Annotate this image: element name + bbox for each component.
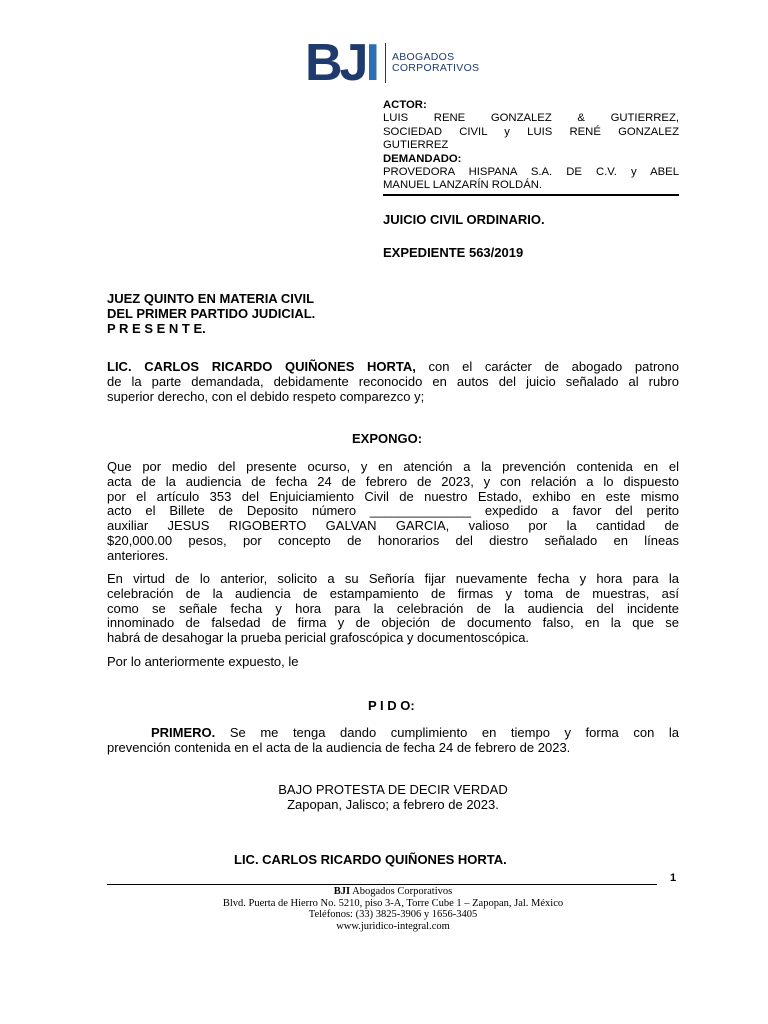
addressee-line: DEL PRIMER PARTIDO JUDICIAL. [107,306,316,321]
logo-text [392,52,479,74]
paragraph-line: auxiliar JESUS RIGOBERTO GALVAN GARCIA, valioso por la cantidad de [107,518,679,534]
paragraph-line: habrá de desahogar la prueba pericial grafoscópica y documentoscópica. [107,630,530,646]
addressee-line: P R E S E N T E. [107,321,206,336]
footer-rule [107,884,657,885]
pido-heading: P I D O: [368,698,415,713]
demandado-line: MANUEL LANZARÍN ROLDÁN. [383,179,543,192]
parties-block [383,99,679,193]
intro-line [107,360,679,375]
protesta-text: BAJO PROTESTA DE DECIR VERDAD [278,782,508,797]
actor-line: SOCIEDAD CIVIL y LUIS RENÉ GONZALEZ [383,125,679,138]
firm-logo [305,34,480,92]
paragraph-line: por el artículo 353 del Enjuiciamiento Civil de nuestro Estado, exhibo en este mismo [107,488,679,504]
paragraph-line: acto el Billete de Deposito número ______________ expedido a favor del perito [107,503,679,519]
paragraph-request [107,572,679,646]
logo-divider [385,43,386,83]
closing-block [107,782,679,812]
addressee-line: JUEZ QUINTO EN MATERIA CIVIL [107,291,315,306]
pido-label: PRIMERO. [151,725,216,740]
footer-firm-bold: BJI [333,886,351,897]
logo-mark [305,34,377,92]
pido-line: prevención contenida en el acta de la audiencia de fecha 24 de febrero de 2023. [107,739,571,755]
addressee [107,291,315,336]
logo-mark-bj: BJ [305,34,366,92]
footer-website[interactable]: www.juridico-integral.com [336,920,450,932]
signature-name: LIC. CARLOS RICARDO QUIÑONES HORTA. [234,852,507,867]
paragraph-line: celebración de la audiencia de estampamiento de firmas y toma de muestras, así [107,585,679,601]
expongo-heading: EXPONGO: [352,431,423,446]
footer-firm-name: Abogados Corporativos [350,886,453,897]
pido-text: Se me tenga dando cumplimiento en tiempo y forma con la [215,725,679,740]
paragraph-deposit [107,460,679,564]
paragraph-line: como se señale fecha y hora para la celebración de la audiencia del incidente [107,600,679,616]
paragraph-line: $20,000.00 pesos, por concepto de honorarios del diestro señalado en líneas [107,532,679,548]
expediente-number: EXPEDIENTE 563/2019 [383,245,524,260]
logo-mark-i: I [365,34,377,92]
footer-phones: Teléfonos: (33) 3825-3906 y 1656-3405 [308,909,478,921]
footer-address: Blvd. Puerta de Hierro No. 5210, piso 3-A, Torre Cube 1 – Zapopan, Jal. México [222,897,564,909]
footer-firm [107,886,679,898]
page-number: 1 [670,872,677,884]
logo-text-line1: ABOGADOS [391,51,455,63]
footer [107,886,679,932]
place-date: Zapopan, Jalisco; a febrero de 2023. [287,797,499,812]
logo-text-line2: CORPORATIVOS [391,62,480,74]
paragraph-line: anteriores. [107,547,169,563]
intro-line: de la parte demandada, debidamente reconocido en autos del juicio señalado al rubro [107,373,679,389]
paragraph-conclusion: Por lo anteriormente expuesto, le [107,654,299,669]
demandado-label: DEMANDADO: [383,152,462,165]
actor-label: ACTOR: [383,99,427,111]
paragraph-line: acta de la audiencia de fecha 24 de febrero de 2023, y con relación a lo dispuesto [107,473,679,489]
demandado-line: PROVEDORA HISPANA S.A. DE C.V. y ABEL [383,166,679,179]
pido-paragraph [107,726,679,756]
author-name: LIC. CARLOS RICARDO QUIÑONES HORTA, [107,359,416,374]
actor-line: GUTIERREZ [383,139,449,152]
paragraph-line: Que por medio del presente ocurso, y en atención a la prevención contenida en el [107,459,679,474]
parties-rule [383,194,679,196]
intro-line: superior derecho, con el debido respeto comparezco y; [107,388,425,404]
pido-line [107,726,679,741]
paragraph-line: innominado de falsedad de firma y de objeción de documento falso, en la que se [107,615,679,631]
actor-line: LUIS RENE GONZALEZ & GUTIERREZ, [383,112,679,125]
juicio-title: JUICIO CIVIL ORDINARIO. [383,212,545,227]
paragraph-line: En virtud de lo anterior, solicito a su Señoría fijar nuevamente fecha y hora para la [107,571,679,586]
intro-text: con el carácter de abogado patrono [415,359,679,374]
intro-paragraph [107,360,679,404]
